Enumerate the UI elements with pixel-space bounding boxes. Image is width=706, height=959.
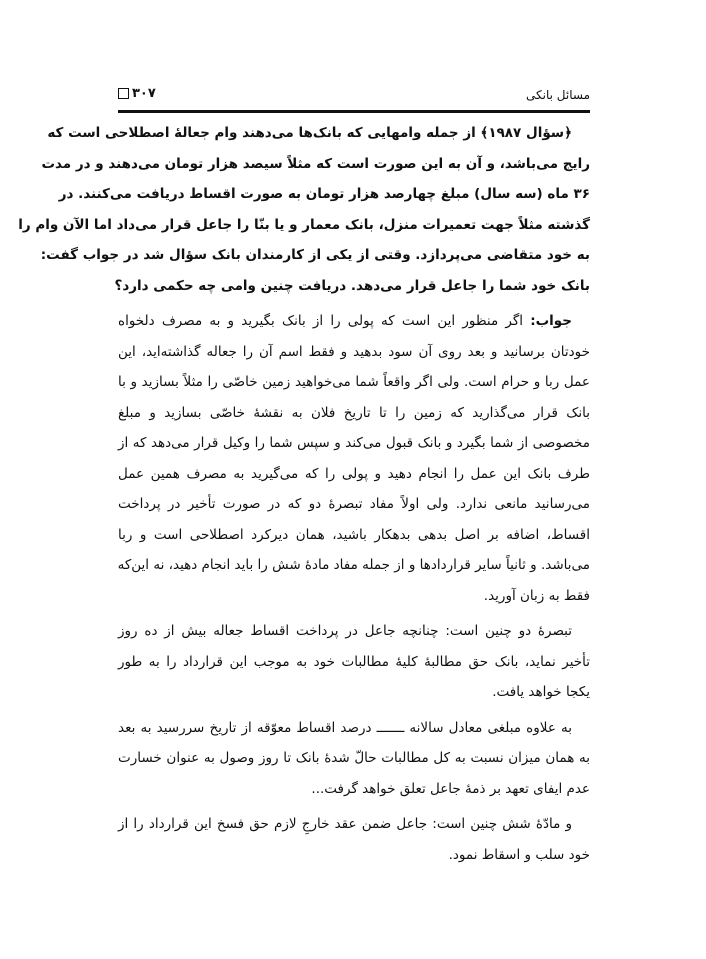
text-line: اقساط، اضافه بر اصل بدهی بدهکار باشید، همان دیرکرد اصطلاحی است و ربا — [118, 526, 590, 543]
question-paragraph — [18, 118, 590, 301]
text-line: طرف بانک این عمل را انجام دهید و پولی را که می‌گیرید به مصرف همین عمل — [118, 465, 590, 482]
text-line: به علاوه مبلغی معادل سالانه ـــــــ درصد اقساط معوّقه از تاریخ سررسید به بعد — [118, 719, 572, 736]
text-line: می‌رسانید مانعی ندارد. ولی اولاً مفاد تبصرهٔ دو که در صورت تأخیر در پرداخت — [118, 496, 590, 512]
answer-first-line: اگر منظور این است که پولی را از بانک بگیرید و به مصرف دلخواه — [118, 313, 531, 329]
text-line: عدم ایفای تعهد بر ذمهٔ جاعل تعلق خواهد گرفت... — [311, 780, 590, 797]
text-line: می‌باشد. و ثانیاً سایر قراردادها و از جمله مفاد مادهٔ شش را باید انجام دهید، نه این‌که — [117, 557, 590, 573]
text-line: فقط به زبان آورید. — [483, 587, 590, 604]
article-six-paragraph — [118, 809, 590, 870]
text-line: و مادّهٔ شش چنین است: جاعل ضمن عقد خارجِ لازم حق فسخ این قرارداد را از — [118, 816, 572, 832]
text-line: تأخیر نماید، بانک حق مطالبهٔ کلیهٔ مطالبات خود به موجب این قرارداد را به طور — [118, 653, 590, 670]
text-line: عمل ربا و حرام است. ولی اگر واقعاً شما می‌خواهید زمین خاصّی را مثلاً بسازید و با — [118, 374, 590, 390]
page-header — [118, 86, 590, 108]
note-two-paragraph — [118, 616, 590, 708]
text-line — [118, 306, 590, 337]
text-line: به خود متقاضی می‌پردازد. وقتی از یکی از کارمندان بانک سؤال شد در جواب گفت: — [40, 247, 590, 263]
text-line: بانک خود شما را جاعل قرار می‌دهد. دریافت چنین وامی چه حکمی دارد؟ — [114, 277, 590, 294]
answer-label: جواب: — [530, 313, 572, 329]
text-line: ﴿سؤال ۱۹۸۷﴾ از جمله وامهایی که بانک‌ها می‌دهند وام جعالهٔ اصطلاحی است که — [47, 125, 572, 141]
square-icon — [118, 88, 129, 99]
header-rule — [118, 110, 590, 113]
page-number — [118, 86, 156, 101]
text-line: خودتان برسانید و بعد روی آن سود بدهید و فقط اسم آن را جعاله گذاشته‌اید، این — [118, 343, 590, 360]
text-line: گذشته مثلاً جهت تعمیرات منزل، بانک معمار و یا بنّا را جاعل قرار می‌داد اما الآن وام را — [18, 216, 590, 233]
text-line: یکجا خواهد یافت. — [492, 684, 590, 700]
page-number-text: ۳۰۷ — [132, 86, 156, 101]
text-line: تبصرهٔ دو چنین است: چنانچه جاعل در پرداخت اقساط جعاله بیش از ده روز — [118, 623, 572, 639]
running-title: مسائل بانکی — [526, 88, 590, 102]
text-line: ۳۶ ماه (سه سال) مبلغ چهارصد هزار تومان به صورت اقساط دریافت می‌کنند. در — [58, 186, 590, 202]
text-line: خود سلب و اسقاط نمود. — [448, 846, 590, 863]
answer-paragraph — [118, 306, 590, 611]
page-body — [18, 118, 590, 875]
text-line: رایج می‌باشد، و آن به این صورت است که مثلاً سیصد هزار تومان می‌دهند و در مدت — [41, 155, 590, 172]
text-line: مخصوصی از شما بگیرد و بانک قبول می‌کند و سپس شما را وکیل قرار می‌دهد که از — [118, 435, 590, 451]
penalty-paragraph — [118, 713, 590, 805]
text-line: بانک قرار می‌گذارید که زمین را تا تاریخ فلان به نقشهٔ خاصّی بسازید و مبلغ — [118, 404, 590, 421]
text-line: به همان میزان نسبت به کل مطالبات حالّ شدهٔ بانک تا روز وصول به عنوان خسارت — [118, 750, 590, 766]
